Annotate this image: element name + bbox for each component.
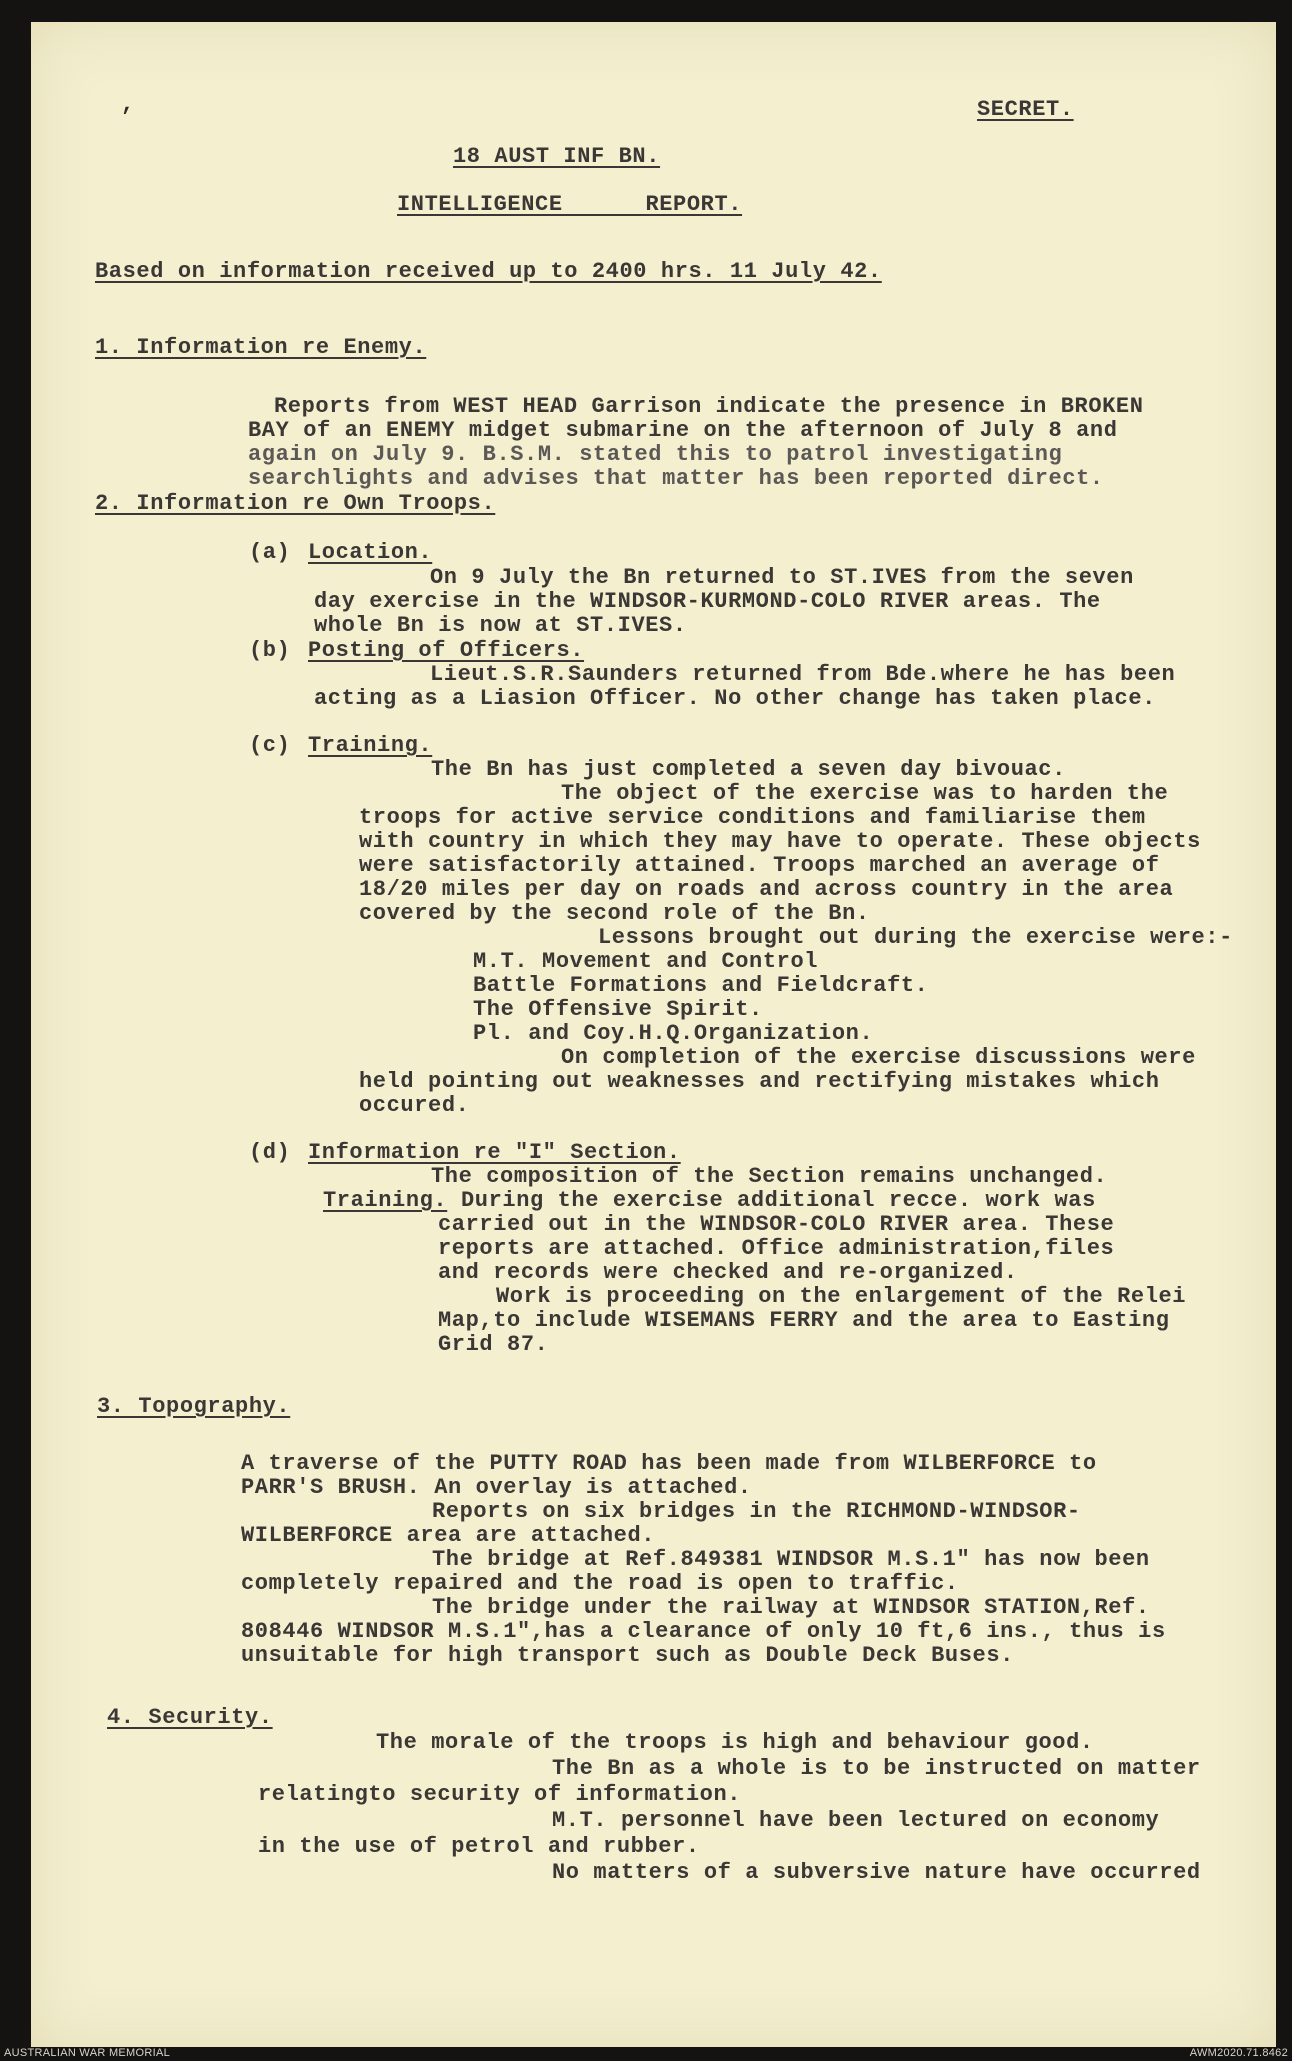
text-line: day exercise in the WINDSOR-KURMOND-COLO RIVER areas. The (314, 589, 1101, 614)
subsection-label: (d) (249, 1140, 291, 1165)
text-line: whole Bn is now at ST.IVES. (314, 613, 687, 638)
subsection-label: (c) (249, 733, 291, 758)
section-1-heading (95, 335, 426, 361)
text-line: Reports from WEST HEAD Garrison indicate the presence in BROKEN (274, 394, 1144, 419)
section-4-heading (107, 1705, 273, 1731)
ink-mark: , (121, 92, 135, 117)
text-line: carried out in the WINDSOR-COLO RIVER area. These (438, 1212, 1115, 1237)
text-line: covered by the second role of the Bn. (359, 901, 870, 926)
text-line: The object of the exercise was to harden the (561, 781, 1169, 806)
text-line: On completion of the exercise discussions were (561, 1045, 1196, 1070)
list-item: M.T. Movement and Control (473, 949, 819, 974)
section-4-heading-text: 4. Security. (107, 1705, 273, 1730)
subsection-title: Training. (308, 733, 433, 758)
text-line: held pointing out weaknesses and rectifying mistakes which (359, 1069, 1160, 1094)
section-1-heading-text: 1. Information re Enemy. (95, 335, 427, 360)
document-page (31, 22, 1276, 2047)
text-line: occured. (359, 1093, 470, 1118)
text-line: The morale of the troops is high and behaviour good. (376, 1730, 1094, 1755)
text-line: with country in which they may have to operate. These objects (359, 829, 1201, 854)
text-line: Lieut.S.R.Saunders returned from Bde.where he has been (430, 662, 1176, 687)
text-line: BAY of an ENEMY midget submarine on the afternoon of July 8 and (248, 418, 1118, 443)
text-line: relatingto security of information. (258, 1782, 742, 1807)
section-2-heading-text: 2. Information re Own Troops. (95, 491, 496, 516)
text-line: in the use of petrol and rubber. (258, 1834, 700, 1859)
catalogue-number: AWM2020.71.8462 (1189, 2047, 1288, 2059)
report-title: INTELLIGENCE REPORT. (397, 192, 743, 217)
text-line: PARR'S BRUSH. An overlay is attached. (241, 1475, 752, 1500)
text-line: The composition of the Section remains unchanged. (431, 1164, 1108, 1189)
section-3-heading (97, 1394, 290, 1420)
text-line: 808446 WINDSOR M.S.1",has a clearance of only 10 ft,6 ins., thus is (241, 1619, 1166, 1644)
text-line: were satisfactorily attained. Troops marched an average of (359, 853, 1160, 878)
text-line: No matters of a subversive nature have occurred (552, 1860, 1201, 1885)
text-line: During the exercise additional recce. work was (461, 1188, 1096, 1213)
subsection-title: Location. (308, 540, 433, 565)
text-line: acting as a Liasion Officer. No other change has taken place. (314, 686, 1156, 711)
text-line: A traverse of the PUTTY ROAD has been made from WILBERFORCE to (241, 1451, 1097, 1476)
text-line: Reports on six bridges in the RICHMOND-WINDSOR- (432, 1499, 1081, 1524)
text-line: Work is proceeding on the enlargement of the Relei (496, 1284, 1187, 1309)
text-line: 18/20 miles per day on roads and across country in the area (359, 877, 1174, 902)
classification-stamp: SECRET. (977, 97, 1074, 122)
text-line: again on July 9. B.S.M. stated this to patrol investigating (248, 442, 1063, 467)
list-item: The Offensive Spirit. (473, 997, 763, 1022)
subsection-label: (a) (249, 540, 291, 565)
text-line: The Bn as a whole is to be instructed on matter (552, 1756, 1201, 1781)
text-line: and records were checked and re-organized. (438, 1260, 1018, 1285)
section-2-heading (95, 491, 495, 517)
text-line: Grid 87. (438, 1332, 549, 1357)
text-line: The bridge under the railway at WINDSOR STATION,Ref. (432, 1595, 1150, 1620)
text-line: reports are attached. Office administration,files (438, 1236, 1115, 1261)
text-line: searchlights and advises that matter has been reported direct. (248, 466, 1104, 491)
subsection-label: (b) (249, 638, 291, 663)
subsection-title: Information re "I" Section. (308, 1140, 681, 1165)
text-line: completely repaired and the road is open to traffic. (241, 1571, 959, 1596)
text-line: unsuitable for high transport such as Double Deck Buses. (241, 1643, 1014, 1668)
training-subtitle: Training. (323, 1188, 448, 1213)
text-line: troops for active service conditions and familiarise them (359, 805, 1146, 830)
text-line: Lessons brought out during the exercise were:- (598, 925, 1233, 950)
text-line: Map,to include WISEMANS FERRY and the area to Easting (438, 1308, 1170, 1333)
unit-title: 18 AUST INF BN. (453, 144, 661, 169)
text-line: WILBERFORCE area are attached. (241, 1523, 656, 1548)
report-basis: Based on information received up to 2400 hrs. 11 July 42. (95, 259, 882, 284)
subsection-title: Posting of Officers. (308, 638, 585, 663)
section-3-heading-text: 3. Topography. (97, 1394, 291, 1419)
text-line: M.T. personnel have been lectured on economy (552, 1808, 1160, 1833)
archive-credit: AUSTRALIAN WAR MEMORIAL (4, 2047, 171, 2059)
text-line: On 9 July the Bn returned to ST.IVES from the seven (430, 565, 1134, 590)
text-line: The Bn has just completed a seven day bivouac. (431, 757, 1066, 782)
list-item: Pl. and Coy.H.Q.Organization. (473, 1021, 874, 1046)
list-item: Battle Formations and Fieldcraft. (473, 973, 929, 998)
text-line: The bridge at Ref.849381 WINDSOR M.S.1" has now been (432, 1547, 1150, 1572)
